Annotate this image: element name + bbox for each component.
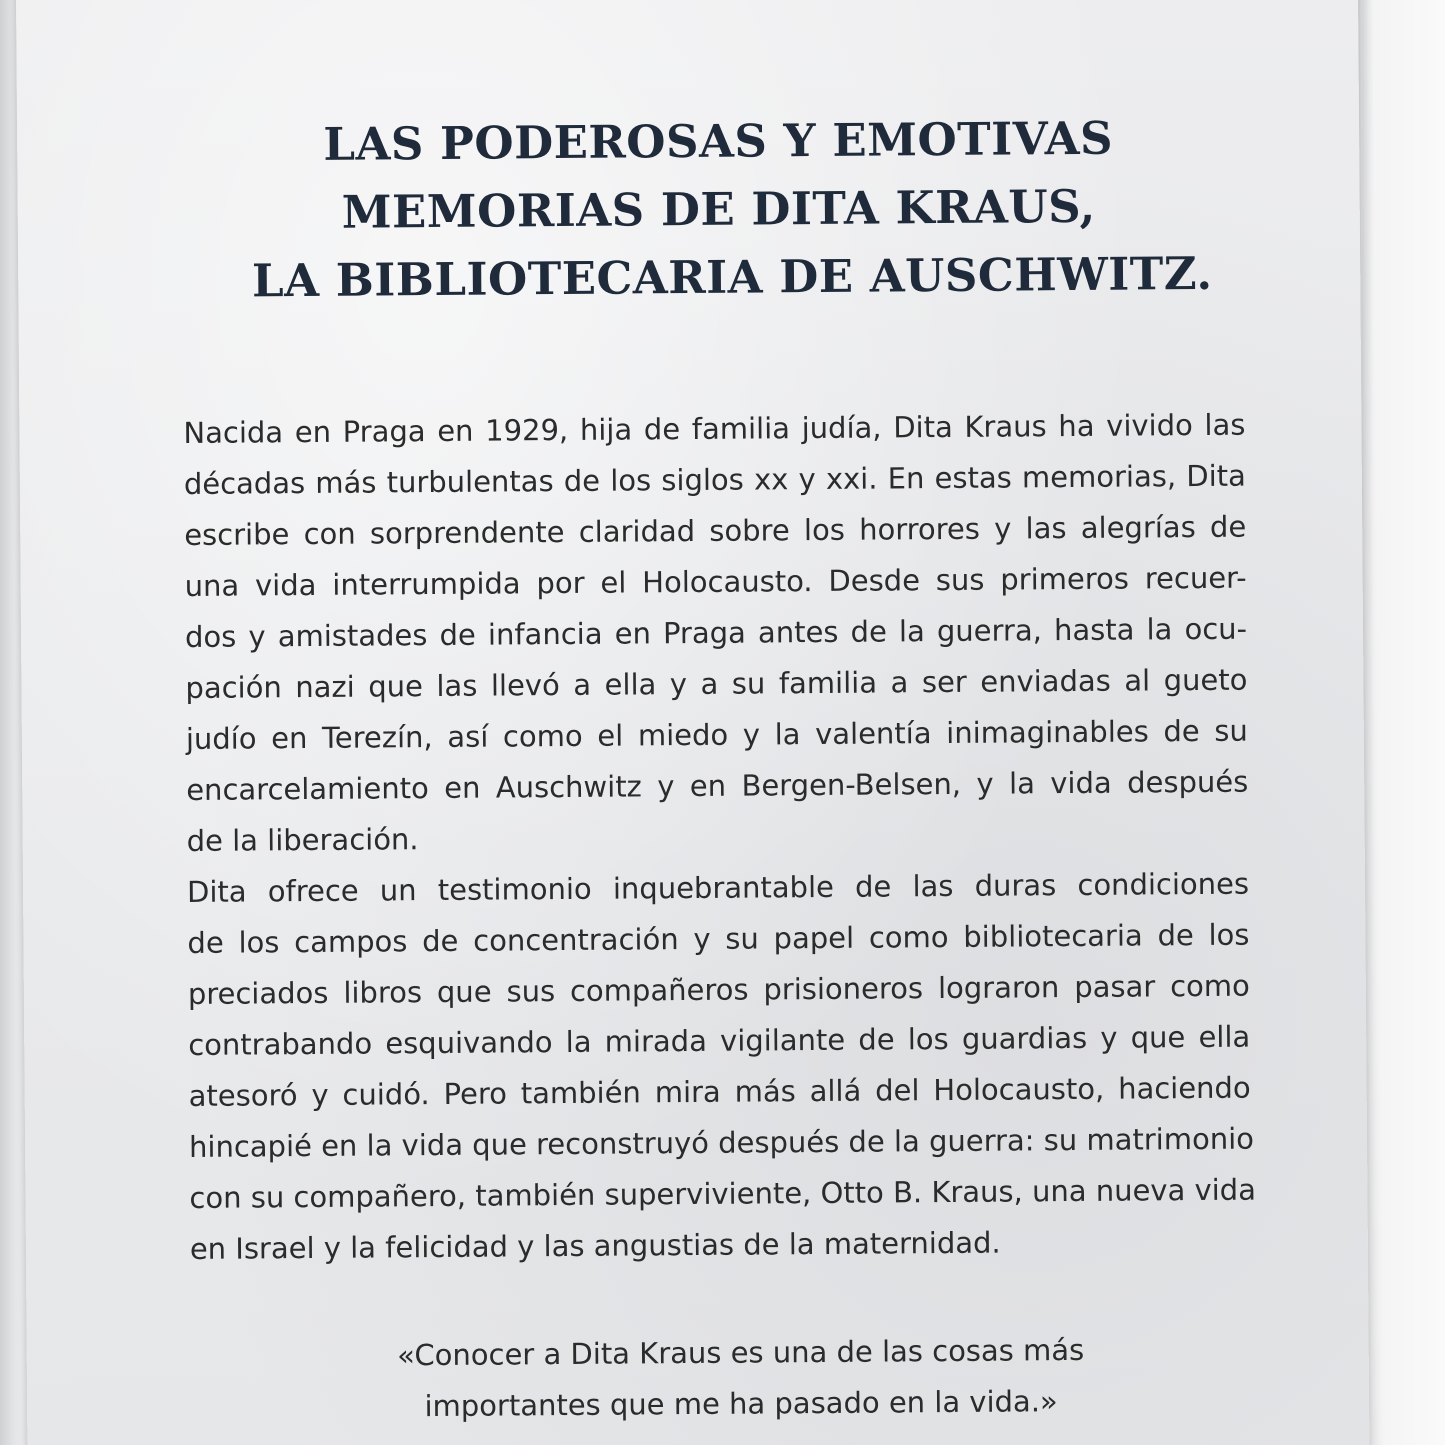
synopsis-line: Nacida en Praga en 1929, hija de familia judía, Dita Kraus ha vivido las	[183, 407, 1246, 450]
quote-line-2: importantes que me ha pasado en la vida.»	[424, 1384, 1058, 1424]
book-back-cover	[16, 0, 1370, 1445]
synopsis-line: atesoró y cuidó. Pero también mira más allá del Holocausto, haciendo	[188, 1070, 1251, 1113]
synopsis-line: de los campos de concentración y su papel como bibliotecaria de los	[187, 917, 1250, 960]
headline-line-1: LAS PODEROSAS Y EMOTIVAS	[323, 111, 1114, 171]
headline-line-3: LA BIBLIOTECARIA DE AUSCHWITZ.	[251, 246, 1213, 308]
synopsis-line: hincapié en la vida que reconstruyó después de la guerra: su matrimonio	[188, 1121, 1255, 1164]
headline-line-2: MEMORIAS DE DITA KRAUS,	[341, 179, 1096, 239]
synopsis-line: escribe con sorprendente claridad sobre los horrores y las alegrías de	[184, 509, 1247, 552]
synopsis-text	[183, 400, 1257, 1275]
synopsis-line: contrabando esquivando la mirada vigilante de los guardias y que ella	[188, 1019, 1251, 1062]
cover-headline	[17, 103, 1361, 318]
synopsis-line: preciados libros que sus compañeros prisioneros lograron pasar como	[187, 968, 1250, 1011]
synopsis-line: Dita ofrece un testimonio inquebrantable de las duras condiciones	[186, 866, 1250, 909]
endorsement-quote	[27, 1323, 1370, 1436]
synopsis-line: décadas más turbulentas de los siglos xx y xxi. En estas memorias, Dita	[183, 458, 1246, 501]
synopsis-line: con su compañero, también superviviente, Otto B. Kraus, una nueva vida	[189, 1172, 1257, 1215]
synopsis-line: una vida interrumpida por el Holocausto. Desde sus primeros recuer-	[184, 560, 1247, 603]
synopsis-line: judío en Terezín, así como el miedo y la valentía inimaginables de su	[185, 713, 1248, 756]
synopsis-line: pación nazi que las llevó a ella y a su familia a ser enviadas al gueto	[185, 662, 1248, 705]
quote-line-1: «Conocer a Dita Kraus es una de las cosas más	[397, 1332, 1085, 1373]
synopsis-line: de la liberación.	[186, 822, 419, 858]
synopsis-line: dos y amistades de infancia en Praga antes de la guerra, hasta la ocu-	[184, 611, 1248, 654]
synopsis-line: encarcelamiento en Auschwitz y en Bergen-Belsen, y la vida después	[186, 764, 1249, 807]
synopsis-line: en Israel y la felicidad y las angustias de la maternidad.	[189, 1225, 1001, 1266]
